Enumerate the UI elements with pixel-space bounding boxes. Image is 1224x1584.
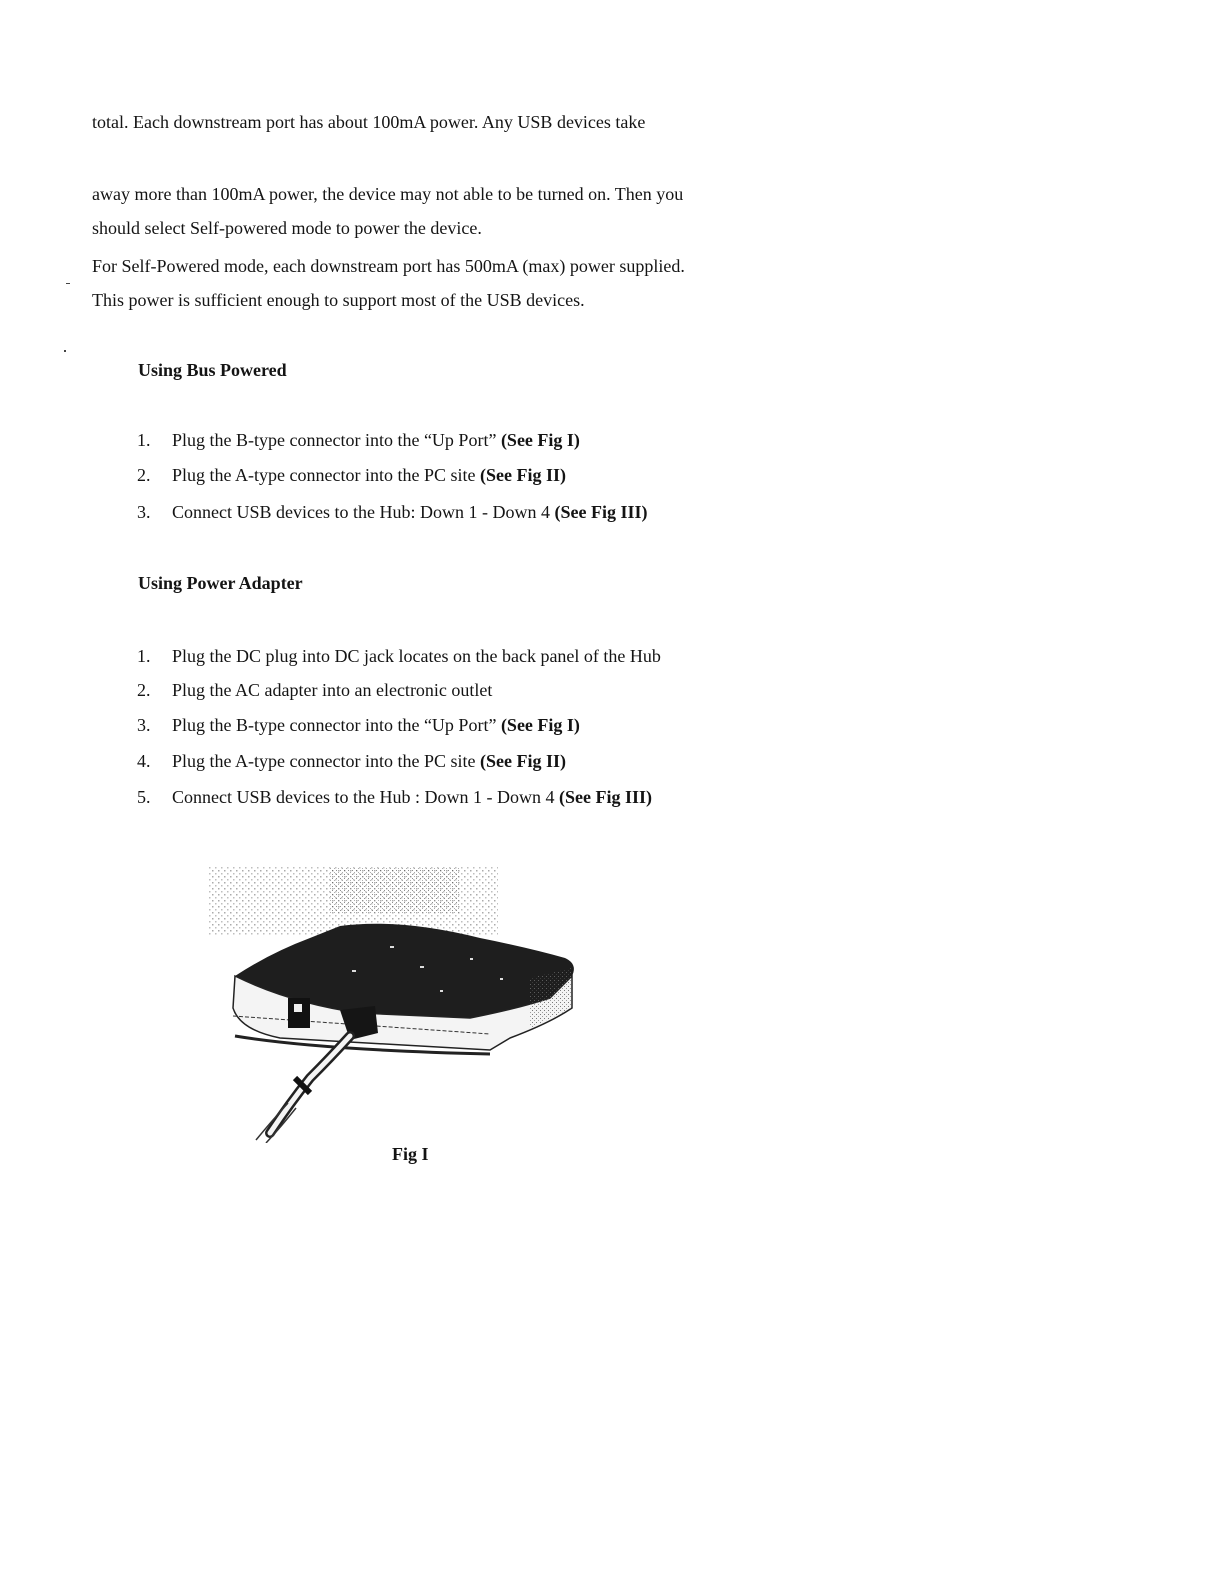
step-figure-reference: (See Fig II) (479, 751, 566, 771)
scan-speck (66, 283, 70, 284)
step-number: 1. (137, 646, 151, 666)
step-text: Plug the DC plug into DC jack locates on the back panel of the Hub (172, 646, 661, 666)
step-text: Plug the B-type connector into the “Up Port” (172, 715, 501, 735)
step-figure-reference: (See Fig III) (554, 502, 648, 522)
step-text: Plug the AC adapter into an electronic outlet (172, 680, 493, 700)
list-item (137, 679, 492, 701)
step-text: Connect USB devices to the Hub : Down 1 - Down 4 (172, 787, 559, 807)
section-heading-bus-powered: Using Bus Powered (138, 360, 287, 380)
step-figure-reference: (See Fig I) (500, 430, 580, 450)
list-item (137, 429, 580, 451)
step-figure-reference: (See Fig I) (500, 715, 580, 735)
list-item (137, 786, 652, 808)
step-number: 2. (137, 680, 151, 700)
list-item (137, 714, 580, 736)
step-number: 4. (137, 751, 151, 771)
step-text: Plug the A-type connector into the PC site (172, 751, 480, 771)
step-figure-reference: (See Fig III) (558, 787, 652, 807)
intro-line-2: away more than 100mA power, the device may not able to be turned on. Then you (92, 184, 684, 204)
intro-line-4: For Self-Powered mode, each downstream port has 500mA (max) power supplied. (92, 256, 685, 276)
intro-line-5: This power is sufficient enough to support most of the USB devices. (92, 290, 585, 310)
step-number: 5. (137, 787, 151, 807)
step-text: Plug the A-type connector into the PC site (172, 465, 480, 485)
step-number: 1. (137, 430, 151, 450)
intro-line-1: total. Each downstream port has about 100mA power. Any USB devices take (92, 112, 646, 132)
list-item (137, 501, 647, 523)
scan-speck (64, 350, 66, 352)
list-item (137, 750, 566, 772)
step-text: Plug the B-type connector into the “Up Port” (172, 430, 501, 450)
step-number: 3. (137, 502, 151, 522)
list-item (137, 464, 566, 486)
section-heading-power-adapter: Using Power Adapter (138, 573, 303, 593)
step-text: Connect USB devices to the Hub: Down 1 - Down 4 (172, 502, 555, 522)
intro-line-3: should select Self-powered mode to power the device. (92, 218, 482, 238)
step-number: 2. (137, 465, 151, 485)
figure-caption: Fig I (392, 1144, 429, 1164)
step-figure-reference: (See Fig II) (479, 465, 566, 485)
usb-hub-illustration (200, 858, 600, 1143)
step-number: 3. (137, 715, 151, 735)
list-item (137, 645, 661, 667)
